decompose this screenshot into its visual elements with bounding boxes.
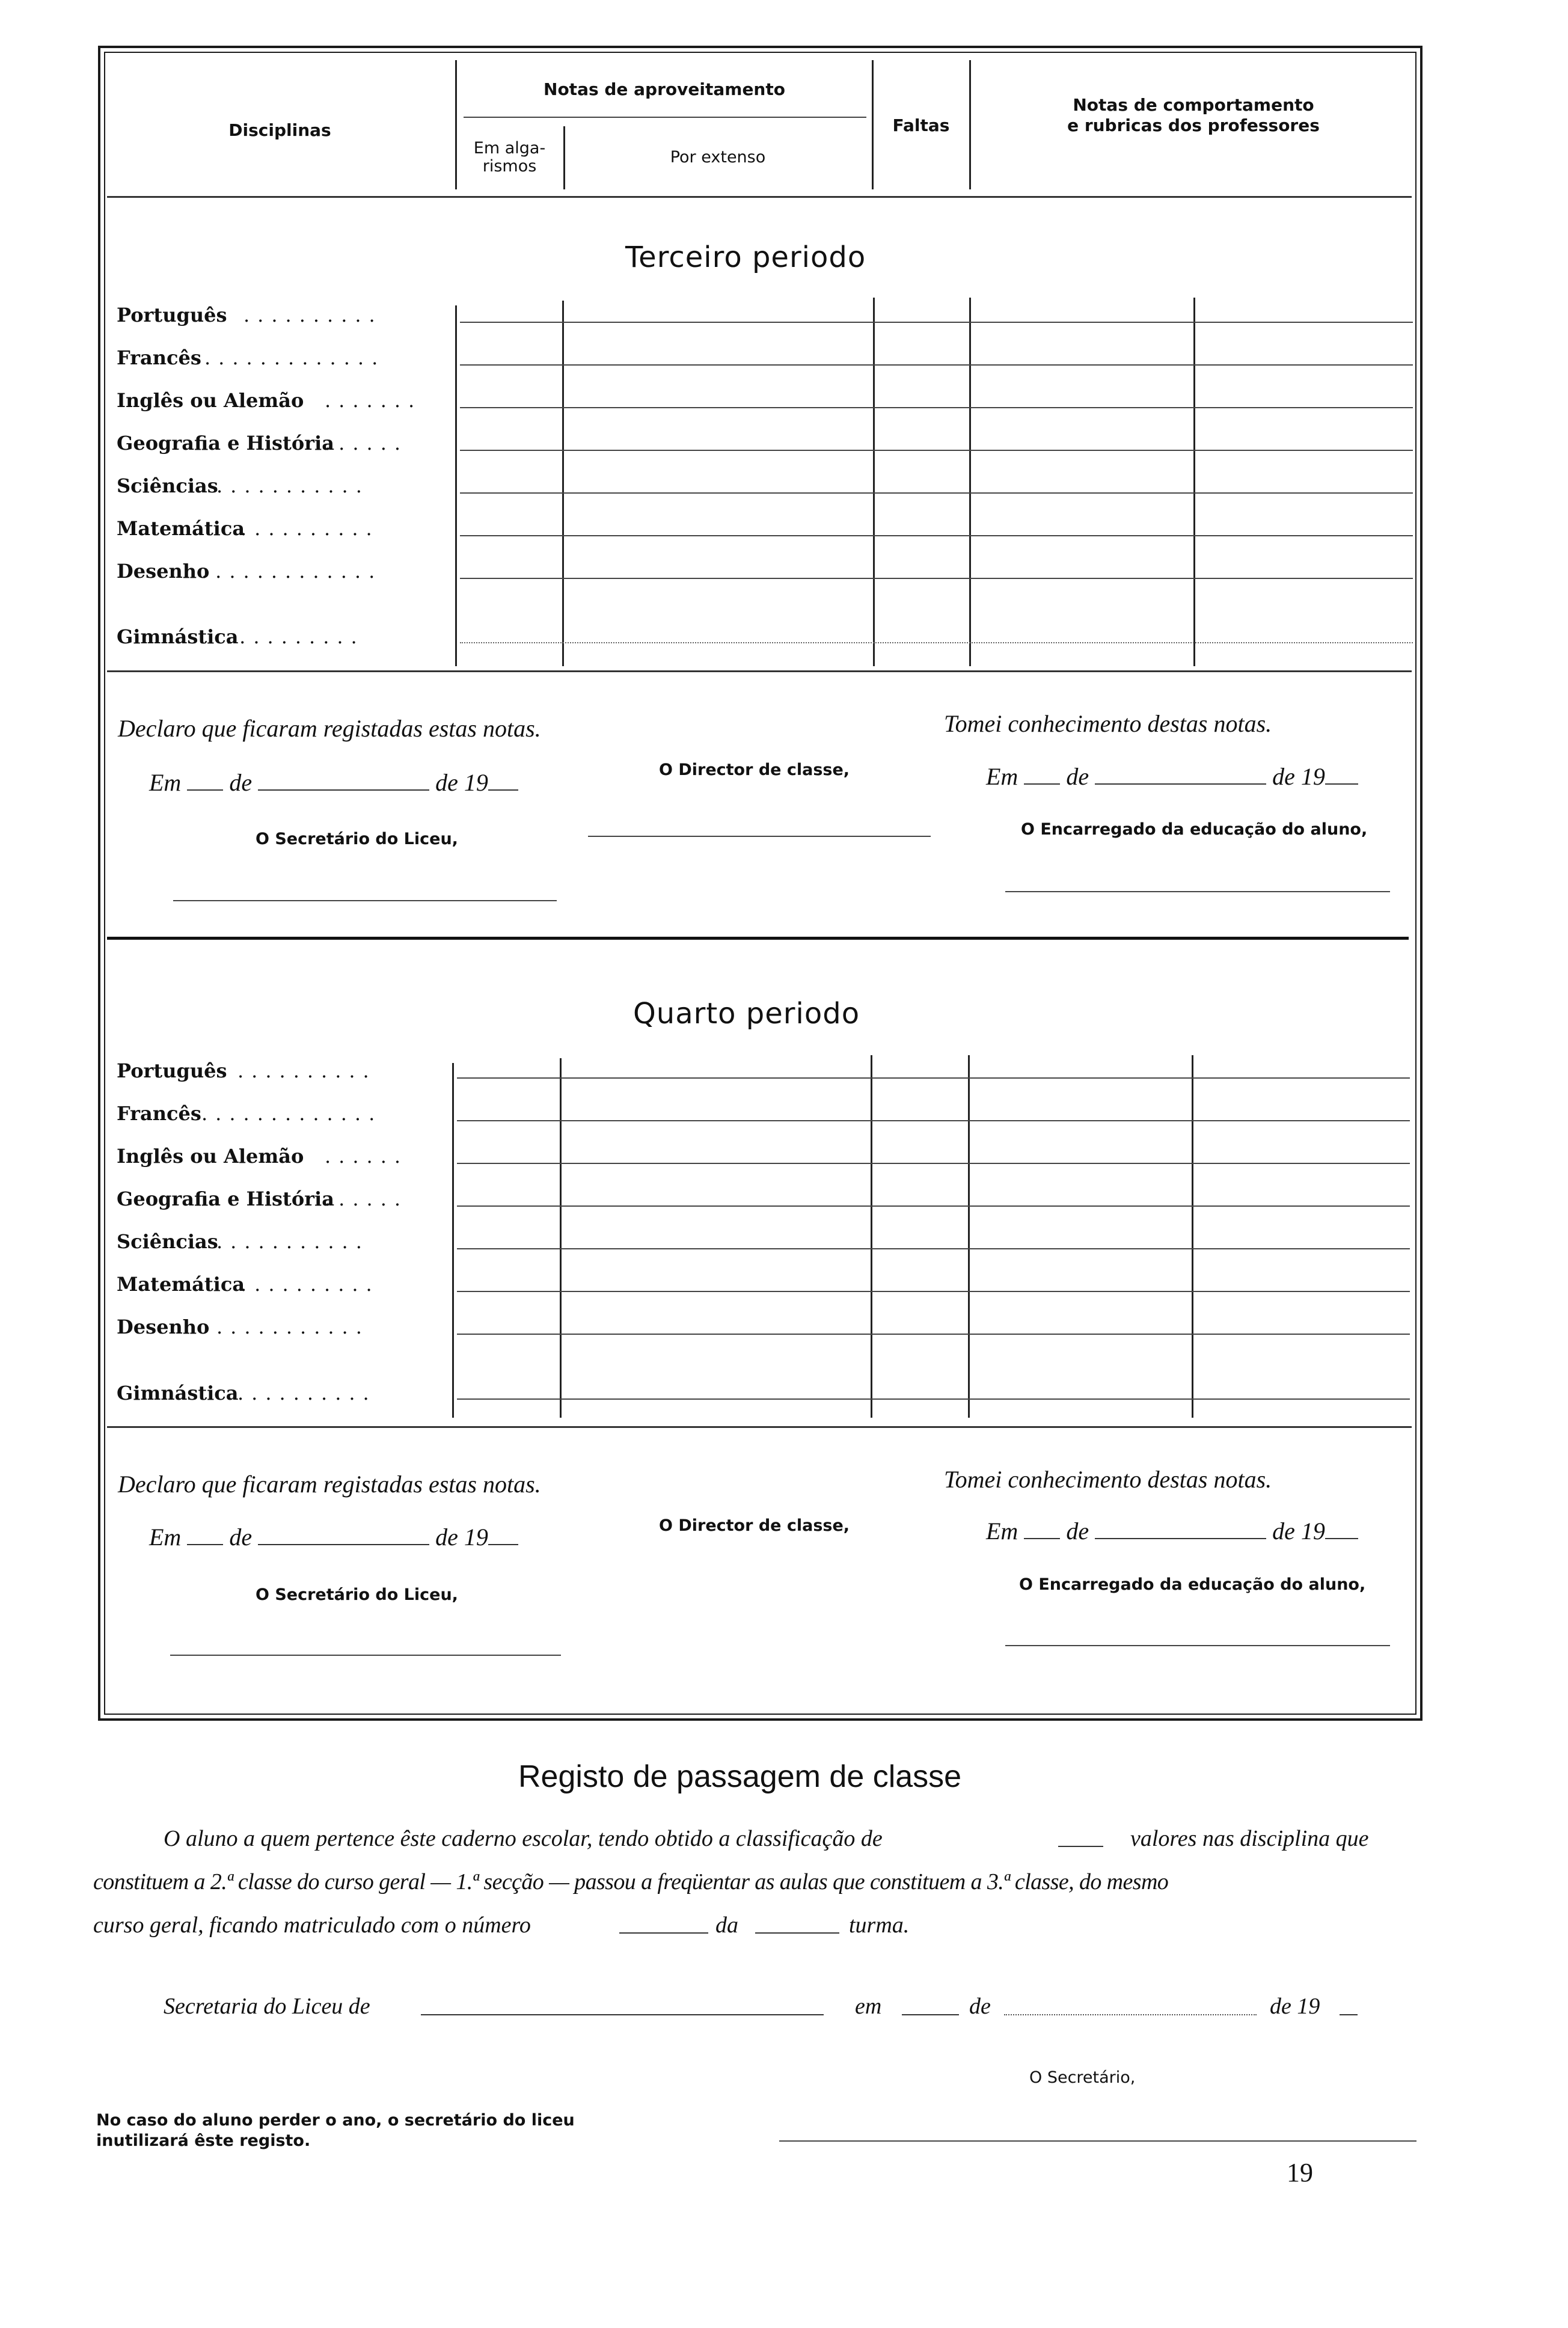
header-disciplinas: Disciplinas [228,120,331,140]
dot-leader: .......... [240,517,380,540]
subject-label: Português [117,304,227,326]
secretario-signature-line[interactable] [779,2140,1416,2142]
secretario-signature-line[interactable] [173,900,557,901]
grid-col-4 [968,1055,970,1418]
header-bottom-rule [107,196,1412,198]
year-label: de 19 [435,769,488,796]
registo-line-3a: curso geral, ficando matriculado com o número [93,1913,531,1938]
subject-label: Francês [117,1102,201,1125]
encarregado-signature-line[interactable] [1005,1645,1390,1646]
grade-row-line [457,1398,1410,1400]
header-notas-comportamento: Notas de comportamento e rubricas dos professores [1067,95,1320,135]
turma-blank[interactable] [755,1932,839,1934]
year-label: de 19 [1272,1518,1325,1545]
tomei-text: Tomei conhecimento destas notas. [944,710,1272,737]
grade-row-line [457,1205,1410,1207]
classificacao-blank[interactable] [1058,1846,1103,1847]
month-blank[interactable] [258,1526,429,1545]
director-signature-line[interactable] [588,836,931,837]
grade-row-line [460,492,1413,494]
grid-col-5 [1193,298,1195,666]
registo-note: No caso do aluno perder o ano, o secretário do liceu inutilizará êste registo. [96,2111,575,2150]
dot-leader: .......... [225,625,365,648]
grid-col-1 [452,1063,454,1418]
registo-title: Registo de passagem de classe [518,1759,962,1794]
secretario-signature-line[interactable] [170,1655,561,1656]
secretario-label: O Secretário, [1029,2068,1136,2087]
grid-col-4 [969,298,971,666]
secretario-label: O Secretário do Liceu, [256,830,458,848]
dot-leader: .......... [243,304,383,326]
header-faltas: Faltas [892,115,950,135]
date-line-right [986,1517,1358,1545]
day-blank[interactable] [187,1526,223,1545]
registo-line-3b: da [715,1913,738,1938]
month-blank[interactable] [1095,765,1266,785]
director-label: O Director de classe, [659,761,850,779]
registo-line-3c: turma. [849,1913,910,1938]
dot-leader: ............. [204,346,386,369]
header-subdivider [464,117,866,118]
day-blank[interactable] [187,771,223,791]
dot-leader: ........... [216,1230,370,1253]
date-line-left [149,1523,518,1551]
liceu-blank[interactable] [421,2014,824,2015]
year-blank[interactable] [1325,1520,1358,1539]
numero-blank[interactable] [619,1932,708,1934]
subject-label: Gimnástica [117,625,239,648]
grade-row-line [457,1120,1410,1121]
registo-line-1b: valores nas disciplina que [1130,1826,1369,1851]
grade-row-line [460,642,1413,643]
grade-row-line [460,535,1413,536]
de-label: de [229,1524,253,1551]
header-em-algarismos: Em alga- rismos [473,139,546,176]
dot-leader: ........... [216,474,370,497]
dot-leader: ........... [216,1316,370,1338]
month-blank[interactable] [1004,2014,1257,2015]
dot-leader: ...... [325,1187,409,1210]
em-label: em [855,1994,882,2019]
subject-label: Gimnástica [117,1382,239,1404]
month-blank[interactable] [1095,1520,1266,1539]
day-blank[interactable] [1024,1520,1060,1539]
grade-row-line [457,1077,1410,1079]
year-blank[interactable] [488,1526,518,1545]
dot-leader: ...... [325,1145,409,1168]
de-label: de [1066,1518,1089,1545]
subject-label: Francês [117,346,201,369]
declaro-text: Declaro que ficaram registadas estas notas. [118,1471,541,1498]
declaro-text: Declaro que ficaram registadas estas notas. [118,715,541,742]
subject-label: Inglês ou Alemão [117,1145,304,1168]
grade-row-line [457,1248,1410,1249]
grade-row-line [460,364,1413,366]
em-label: Em [986,763,1018,790]
de-label: de [969,1994,991,2019]
grade-row-line [460,322,1413,323]
subject-label: Geografia e História [117,432,334,455]
subject-label: Inglês ou Alemão [117,389,304,412]
dot-leader: ............. [201,1102,383,1125]
em-label: Em [149,1524,182,1551]
subject-label: Desenho [117,1316,210,1338]
encarregado-label: O Encarregado da educação do aluno, [1021,820,1368,839]
grade-row-line [457,1163,1410,1164]
month-blank[interactable] [258,771,429,791]
period-separator [107,937,1409,940]
secretaria-label: Secretaria do Liceu de [164,1994,370,2019]
year-label: de 19 [1272,763,1325,790]
grade-row-line [460,578,1413,579]
subject-label: Matemática [117,1273,245,1296]
registo-line-1a: O aluno a quem pertence êste caderno escolar, tendo obtido a classificação de [164,1826,883,1851]
header-notas-aproveitamento: Notas de aproveitamento [544,79,785,99]
grade-row-line [457,1334,1410,1335]
dot-leader: .......... [237,1059,377,1082]
dot-leader: ...... [325,432,409,455]
subject-label: Sciências [117,474,218,497]
subject-label: Desenho [117,560,210,583]
dot-leader: ....... [325,389,423,412]
date-line-left [149,768,518,797]
encarregado-label: O Encarregado da educação do aluno, [1019,1575,1366,1594]
subject-label: Matemática [117,517,245,540]
period-table-bottom [107,1426,1412,1428]
secretario-label: O Secretário do Liceu, [256,1585,458,1604]
dot-leader: .......... [237,1382,377,1404]
year-blank[interactable] [1340,2014,1358,2015]
day-blank[interactable] [902,2014,959,2015]
year-blank[interactable] [488,771,518,791]
encarregado-signature-line[interactable] [1005,891,1390,892]
grade-row-line [457,1291,1410,1292]
em-label: Em [149,769,182,796]
year-label: de 19 [435,1524,488,1551]
dot-leader: ............. [201,560,383,583]
de-label: de [1066,763,1089,790]
de-label: de [229,769,253,796]
grid-col-3 [871,1055,872,1418]
registo-line-2: constituem a 2.ª classe do curso geral — 1.ª secção — passou a freqüentar as aulas que constituem a 3.ª classe, do mesmo [93,1869,1169,1895]
grid-col-1 [455,305,457,666]
year-blank[interactable] [1325,765,1358,785]
grid-col-3 [873,298,875,666]
grade-row-line [460,450,1413,451]
subject-label: Geografia e História [117,1187,334,1210]
period-title: Terceiro periodo [625,240,866,274]
year-label: de 19 [1270,1994,1320,2019]
em-label: Em [986,1518,1018,1545]
period-title: Quarto periodo [633,997,860,1031]
date-line-right [986,762,1358,791]
grid-col-2 [560,1058,562,1418]
header-por-extenso: Por extenso [670,148,766,167]
grade-row-line [460,407,1413,408]
subject-label: Sciências [117,1230,218,1253]
page-number: 19 [1287,2158,1313,2187]
subject-label: Português [117,1059,227,1082]
dot-leader: .......... [240,1273,380,1296]
period-table-bottom [107,670,1412,672]
day-blank[interactable] [1024,765,1060,785]
grid-col-5 [1192,1055,1193,1418]
director-label: O Director de classe, [659,1516,850,1535]
tomei-text: Tomei conhecimento destas notas. [944,1466,1272,1493]
grid-col-2 [562,301,564,666]
